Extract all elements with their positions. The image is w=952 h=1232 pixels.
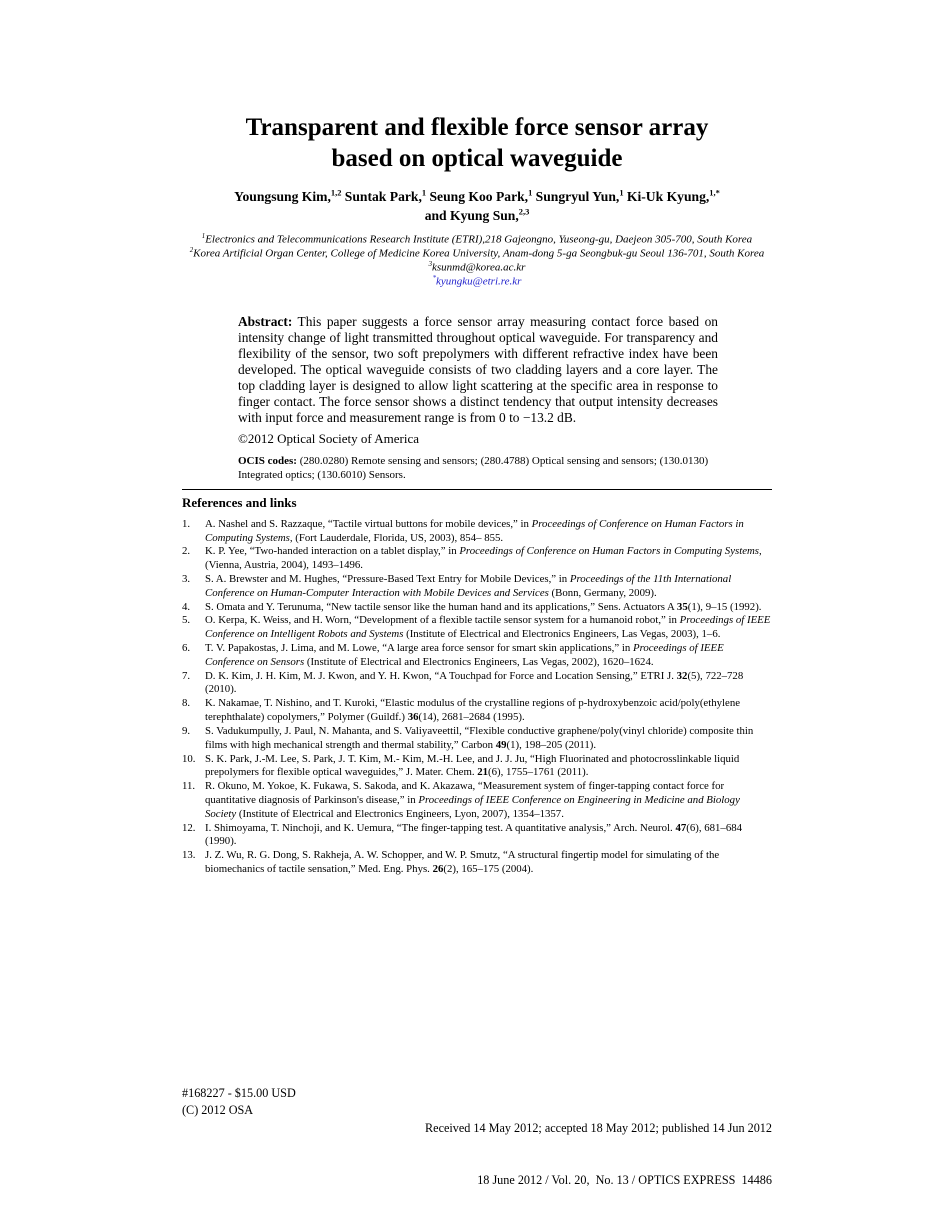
paper-title bbox=[182, 113, 772, 174]
ocis-body: (280.0280) Remote sensing and sensors; (280.4788) Optical sensing and sensors; (130.0130) Integrated optics; (130.6010) Sensors. bbox=[238, 454, 709, 482]
reference-number: 5. bbox=[182, 614, 191, 627]
affiliation-superscript: 2 bbox=[189, 247, 194, 255]
reference-number: 10. bbox=[182, 752, 196, 765]
authors-line-2: and Kyung Sun,$^{2,3}$ bbox=[424, 206, 530, 224]
reference-number: 13. bbox=[182, 849, 196, 862]
footer-dates: Received 14 May 2012; accepted 18 May 2012; published 14 Jun 2012 bbox=[425, 1120, 772, 1135]
reference-item: 2. K. P. Yee, “Two-handed interaction on a tablet display,” in Proceedings of Conference on Human Factors in Computing Systems, (Vienna, Austria, 2004), 1493–1496. bbox=[182, 545, 762, 572]
affiliation-text: Electronics and Telecommunications Research Institute (ETRI),218 Gajeongno, Yuseong-gu, Daejeon 305-700, South Korea bbox=[205, 233, 753, 246]
section-divider bbox=[182, 489, 772, 490]
reference-number: 4. bbox=[182, 600, 191, 613]
content-column bbox=[182, 0, 772, 877]
affiliation-line-1 bbox=[182, 233, 772, 247]
affiliation-superscript: * bbox=[432, 275, 436, 283]
reference-item: 10. S. K. Park, J.-M. Lee, S. Park, J. T. Kim, M.- Kim, M.-H. Lee, and J. J. Ju, “High Fluorinated and photocrosslinkable liquid prepolymers for flexible optical waveguides,” J. Mater. Chem. 21(6), 1755–1761 (2011). bbox=[182, 752, 740, 779]
affiliation-line-3 bbox=[182, 261, 772, 275]
reference-item: 1. A. Nashel and S. Razzaque, “Tactile virtual buttons for mobile devices,” in Proceedings of Conference on Human Factors in Computing Systems, (Fort Lauderdale, Florida, US, 2003), 854– 855. bbox=[182, 517, 744, 544]
footer-journal-line: 18 June 2012 / Vol. 20, No. 13 / OPTICS EXPRESS 14486 bbox=[477, 1172, 772, 1187]
footer-manuscript-id: #168227 - $15.00 USD bbox=[182, 1086, 296, 1100]
title-line-1: Transparent and flexible force sensor array bbox=[245, 114, 709, 141]
abstract-body: This paper suggests a force sensor array measuring contact force based on intensity change of light transmitted throughout optical waveguide. For transparency and flexibility of the sensor, two soft prepolymers with different refractive index have been developed. The optical waveguide consists of two cladding layers and a core layer. The top cladding layer is designed to allow light scattering at the specific area in response to finger contact. The force sensor shows a distinct tendency that output intensity decreases with input force and measurement range is from 0 to −13.2 dB. bbox=[238, 314, 718, 426]
reference-number: 3. bbox=[182, 572, 191, 585]
ocis-label: OCIS codes: bbox=[238, 454, 297, 467]
reference-item: 12. I. Shimoyama, T. Ninchoji, and K. Uemura, “The finger-tapping test. A quantitative analysis,” Arch. Neurol. 47(6), 681–684 (1990). bbox=[182, 821, 743, 848]
affiliation-text: ksunmd@korea.ac.kr bbox=[431, 261, 526, 274]
reference-item: 13. J. Z. Wu, R. G. Dong, S. Rakheja, A. W. Schopper, and W. P. Smutz, “A structural fingertip model for simulating of the biomechanics of tactile sensation,” Med. Eng. Phys. 26(2), 165–175 (2004). bbox=[182, 849, 720, 876]
reference-item: 11. R. Okuno, M. Yokoe, K. Fukawa, S. Sakoda, and K. Akazawa, “Measurement system of finger-tapping contact force for quantitative diagnosis of Parkinson's disease,” in Proceedings of IEEE Conference on Engineering in Medicine and Biology Society (Institute of Electrical and Electronics Engineers, Lyon, 2007), 1354–1357. bbox=[182, 780, 740, 820]
reference-item: 6. T. V. Papakostas, J. Lima, and M. Lowe, “A large area force sensor for smart skin applications,” in Proceedings of IEEE Conference on Sensors (Institute of Electrical and Electronics Engineers, Las Vegas, 2002), 1620–1624. bbox=[182, 642, 724, 668]
affiliation-line-2 bbox=[182, 247, 772, 261]
reference-list bbox=[182, 518, 772, 877]
reference-item: 8. K. Nakamae, T. Nishino, and T. Kuroki, “Elastic modulus of the crystalline regions of p-hydroxybenzoic acid/poly(ethylene terephthalate) copolymers,” Polymer (Guildf.) 36(14), 2681–2684 (1995). bbox=[182, 697, 741, 724]
author-affiliation-superscript: 1,* bbox=[709, 187, 720, 198]
reference-item: 4. S. Omata and Y. Terunuma, “New tactile sensor like the human hand and its applications,” Sens. Actuators A 35(1), 9–15 (1992). bbox=[182, 600, 762, 613]
affiliation-superscript: 1 bbox=[201, 233, 206, 241]
footer-publisher: (C) 2012 OSA bbox=[182, 1103, 254, 1118]
affiliation-line-4 bbox=[182, 275, 772, 289]
reference-item: 5. O. Kerpa, K. Weiss, and H. Worn, “Development of a flexible tactile sensor system for a humanoid robot,” in Proceedings of IEEE Conference on Intelligent Robots and Systems (Institute of Electrical and Electronics Engineers, Las Vegas, 2003), 1–6. bbox=[182, 614, 771, 641]
copyright-line: ©2012 Optical Society of America bbox=[238, 430, 419, 446]
affiliation-text: Korea Artificial Organ Center, College of Medicine Korea University, Anam-dong 5-ga Seongbuk-gu Seoul 136-701, South Korea bbox=[193, 247, 765, 260]
footer-left bbox=[182, 1085, 296, 1224]
author-list bbox=[182, 187, 772, 225]
corresponding-email-link[interactable]: kyungku@etri.re.kr bbox=[435, 275, 522, 288]
reference-number: 1. bbox=[182, 517, 191, 530]
author-affiliation-superscript: 1 bbox=[619, 187, 624, 198]
reference-number: 11. bbox=[182, 780, 196, 793]
reference-number: 7. bbox=[182, 669, 191, 682]
reference-number: 2. bbox=[182, 545, 191, 558]
author-affiliation-superscript: 1 bbox=[528, 187, 533, 198]
ocis-codes bbox=[238, 454, 718, 482]
abstract bbox=[238, 314, 718, 426]
page-footer bbox=[182, 1085, 772, 1224]
authors-line-1: Youngsung Kim,$^{1,2}$ Suntak Park,$^1$ Seung Koo Park,$^1$ Sungryul Yun,$^1$ Ki-Uk Kyung,$^{1,*}$ bbox=[234, 187, 720, 204]
affiliations bbox=[182, 233, 772, 289]
reference-item: 9. S. Vadukumpully, J. Paul, N. Mahanta, and S. Valiyaveettil, “Flexible conductive graphene/poly(vinyl chloride) composite thin films with high mechanical strength and thermal stability,” Carbon 49(1), 198–205 (2011). bbox=[182, 724, 754, 751]
author-affiliation-superscript: 2,3 bbox=[518, 206, 530, 217]
reference-item: 7. D. K. Kim, J. H. Kim, M. J. Kwon, and Y. H. Kwon, “A Touchpad for Force and Location Sensing,” ETRI J. 32(5), 722–728 (2010). bbox=[182, 669, 744, 696]
reference-number: 8. bbox=[182, 697, 191, 710]
reference-number: 12. bbox=[182, 821, 196, 834]
reference-number: 6. bbox=[182, 642, 191, 655]
footer-right bbox=[425, 1085, 772, 1224]
author-affiliation-superscript: 1 bbox=[421, 187, 427, 198]
abstract-label: Abstract: bbox=[238, 314, 293, 330]
author-affiliation-superscript: 1,2 bbox=[330, 187, 342, 198]
reference-number: 9. bbox=[182, 724, 191, 737]
affiliation-superscript: 3 bbox=[428, 261, 432, 269]
references-heading: References and links bbox=[182, 495, 297, 511]
title-line-2: based on optical waveguide bbox=[331, 144, 623, 172]
reference-item: 3. S. A. Brewster and M. Hughes, “Pressure-Based Text Entry for Mobile Devices,” in Proceedings of the 11th International Conference on Human-Computer Interaction with Mobile Devices and Services (Bonn, Germany, 2009). bbox=[182, 572, 732, 599]
